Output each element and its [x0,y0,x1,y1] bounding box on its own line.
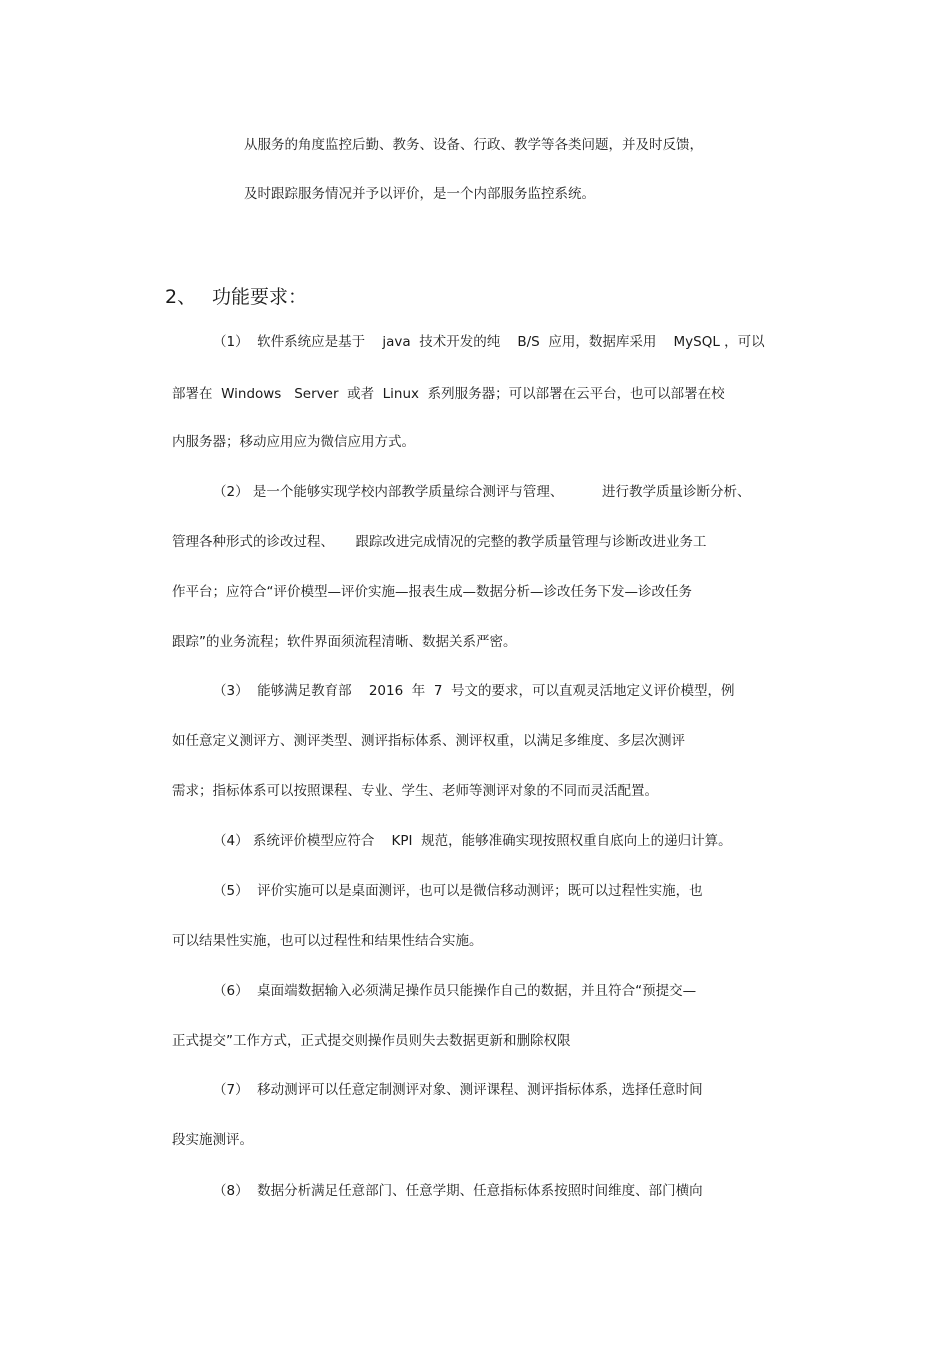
item-6-line-2: 正式提交”工作方式，正式提交则操作员则失去数据更新和删除权限 [172,1033,571,1049]
item-8-line-1: （8） 数据分析满足任意部门、任意学期、任意指标体系按照时间维度、部门横向 [213,1183,703,1199]
item-2-line-2: 管理各种形式的诊改过程、 跟踪改进完成情况的完整的教学质量管理与诊断改进业务工 [172,534,707,550]
item-3-line-2: 如任意定义测评方、测评类型、测评指标体系、测评权重，以满足多维度、多层次测评 [172,733,685,749]
item-2-line-3: 作平台；应符合“评价模型—评价实施—报表生成—数据分析—诊改任务下发—诊改任务 [172,584,692,600]
item-3-line-1: （3） 能够满足教育部 2016 年 7 号文的要求，可以直观灵活地定义评价模型，例 [213,683,735,699]
section-number: 2、 [165,286,197,308]
item-1-line-2: 部署在 Windows Server 或者 Linux 系列服务器；可以部署在云平台，也可以部署在校 [172,386,725,402]
item-4-line-1: （4） 系统评价模型应符合 KPI 规范，能够准确实现按照权重自底向上的递归计算。 [213,833,732,849]
item-5-line-2: 可以结果性实施，也可以过程性和结果性结合实施。 [172,933,483,949]
intro-line-1: 从服务的角度监控后勤、教务、设备、行政、教学等各类问题，并及时反馈， [244,137,703,153]
intro-line-2: 及时跟踪服务情况并予以评价，是一个内部服务监控系统。 [244,186,595,202]
item-6-line-1: （6） 桌面端数据输入必须满足操作员只能操作自己的数据，并且符合“预提交— [213,983,697,999]
item-2-line-1: （2） 是一个能够实现学校内部教学质量综合测评与管理、 进行教学质量诊断分析、 [213,484,751,500]
item-2-line-4: 跟踪”的业务流程；软件界面须流程清晰、数据关系严密。 [172,634,517,650]
item-7-line-1: （7） 移动测评可以任意定制测评对象、测评课程、测评指标体系，选择任意时间 [213,1082,703,1098]
section-title: 功能要求： [212,286,308,308]
item-5-line-1: （5） 评价实施可以是桌面测评，也可以是微信移动测评；既可以过程性实施，也 [213,883,703,899]
item-3-line-3: 需求；指标体系可以按照课程、专业、学生、老师等测评对象的不同而灵活配置。 [172,783,658,799]
item-1-line-1: （1） 软件系统应是基于 java 技术开发的纯 B/S 应用，数据库采用 MySQL ，可以 [213,334,765,350]
item-7-line-2: 段实施测评。 [172,1132,253,1148]
item-1-line-3: 内服务器；移动应用应为微信应用方式。 [172,434,415,450]
